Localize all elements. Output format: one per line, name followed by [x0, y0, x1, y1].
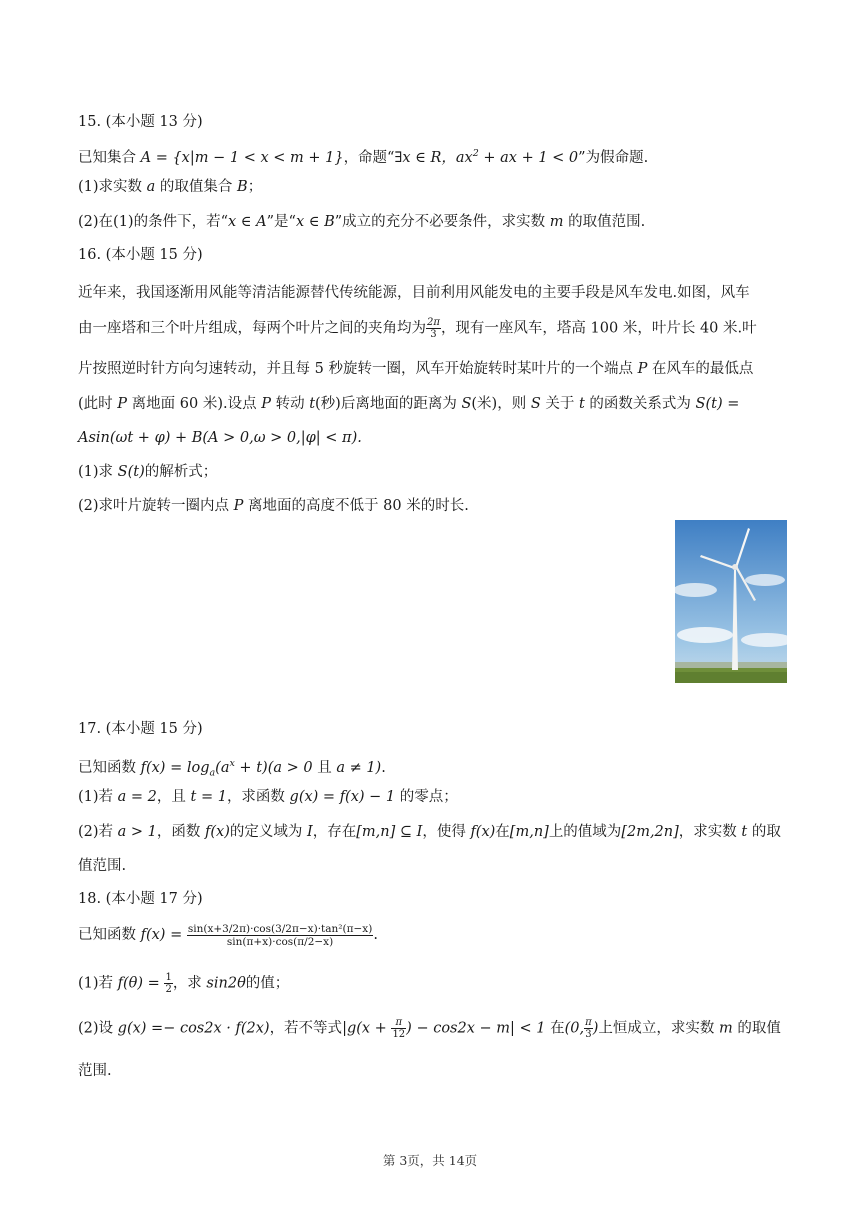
q17-sub2-cont: 值范围.: [78, 858, 127, 874]
q15-header: 15. (本小题 13 分): [78, 114, 203, 130]
fraction: $\frac{\pi}{12}$: [392, 1017, 406, 1040]
q17-sub1: (1)若 a = 2，且 t = 1，求函数 g(x) = f(x) − 1 的零点；: [78, 789, 458, 805]
q18-sub2-cont: 范围.: [78, 1063, 112, 1079]
q16-header: 16. (本小题 15 分): [78, 247, 203, 263]
page-footer: 第 3页，共 14页: [382, 1153, 478, 1168]
q16-sub2: (2)求叶片旋转一圈内点 P 离地面的高度不低于 80 米的时长.: [78, 498, 469, 514]
q16-line5: Asin(ωt + φ) + B(A > 0,ω > 0,|φ| < π).: [78, 430, 362, 446]
q16-line2: 由一座塔和三个叶片组成，每两个叶片之间的夹角均为 $\frac{2\pi}{3}$ ，现有一座风车，塔高 100 米，叶片长 40 米.叶: [78, 317, 757, 340]
q18-sub2: (2)设 g(x) =− cos2x · f(2x)，若不等式|g(x + $\frac{\pi}{12}$ ) − cos2x − m| < 1 在(0, $\frac{\pi}{3}$ )上恒成立，求实数 m 的取值: [78, 1017, 781, 1040]
q18-header: 18. (本小题 17 分): [78, 891, 203, 907]
q16-line4: (此时 P 离地面 60 米).设点 P 转动 t(秒)后离地面的距离为 S(米)，则 S 关于 t 的函数关系式为 S(t) =: [78, 396, 740, 412]
q15-stem: 已知集合 A = {x|m − 1 < x < m + 1}，命题“∃x ∈ R，$ax^2$ + ax + 1 < 0”为假命题.: [78, 148, 649, 166]
q15-sub1: (1)求实数 a 的取值集合 B；: [78, 179, 263, 195]
q18-sub1: (1)若 f(θ) = $\frac{1}{2}$ ，求 sin2θ的值；: [78, 972, 290, 995]
fraction: $\frac{1}{2}$: [165, 972, 172, 995]
q17-stem: 已知函数 $f(x) = \log_a(a^x + t)(a > 0$ 且 a ≠ 1).: [78, 758, 386, 779]
fraction: $\frac{2\pi}{3}$: [427, 317, 440, 340]
q18-stem: 已知函数 f(x) = $\frac{\text{sin(x+3/2π)·cos(3/2π−x)·tan²(π−x)}}{\sin(\pi+x)\cdot\cos(\pi/2-x)}$ .: [78, 922, 378, 948]
q17-header: 17. (本小题 15 分): [78, 721, 203, 737]
fraction: $\frac{\text{sin(x+3/2π)·cos(3/2π−x)·tan²(π−x)}}{\sin(\pi+x)\cdot\cos(\pi/2-x)}$: [187, 922, 373, 948]
q16-line3: 片按照逆时针方向匀速转动，并且每 5 秒旋转一圈，风车开始旋转时某叶片的一个端点 P 在风车的最低点: [78, 361, 754, 377]
q16-line1: 近年来，我国逐渐用风能等清洁能源替代传统能源，目前利用风能发电的主要手段是风车发电.如图，风车: [78, 285, 750, 301]
q15-sub2: (2)在(1)的条件下，若“x ∈ A”是“x ∈ B”成立的充分不必要条件，求实数 m 的取值范围.: [78, 214, 646, 230]
windmill-photo: [675, 520, 787, 683]
q17-sub2: (2)若 a > 1，函数 f(x)的定义域为 I，存在[m,n] ⊆ I，使得 f(x)在[m,n]上的值域为[2m,2n]，求实数 t 的取: [78, 824, 781, 840]
fraction: $\frac{\pi}{3}$: [585, 1017, 592, 1040]
q16-sub1: (1)求 S(t)的解析式；: [78, 464, 218, 480]
